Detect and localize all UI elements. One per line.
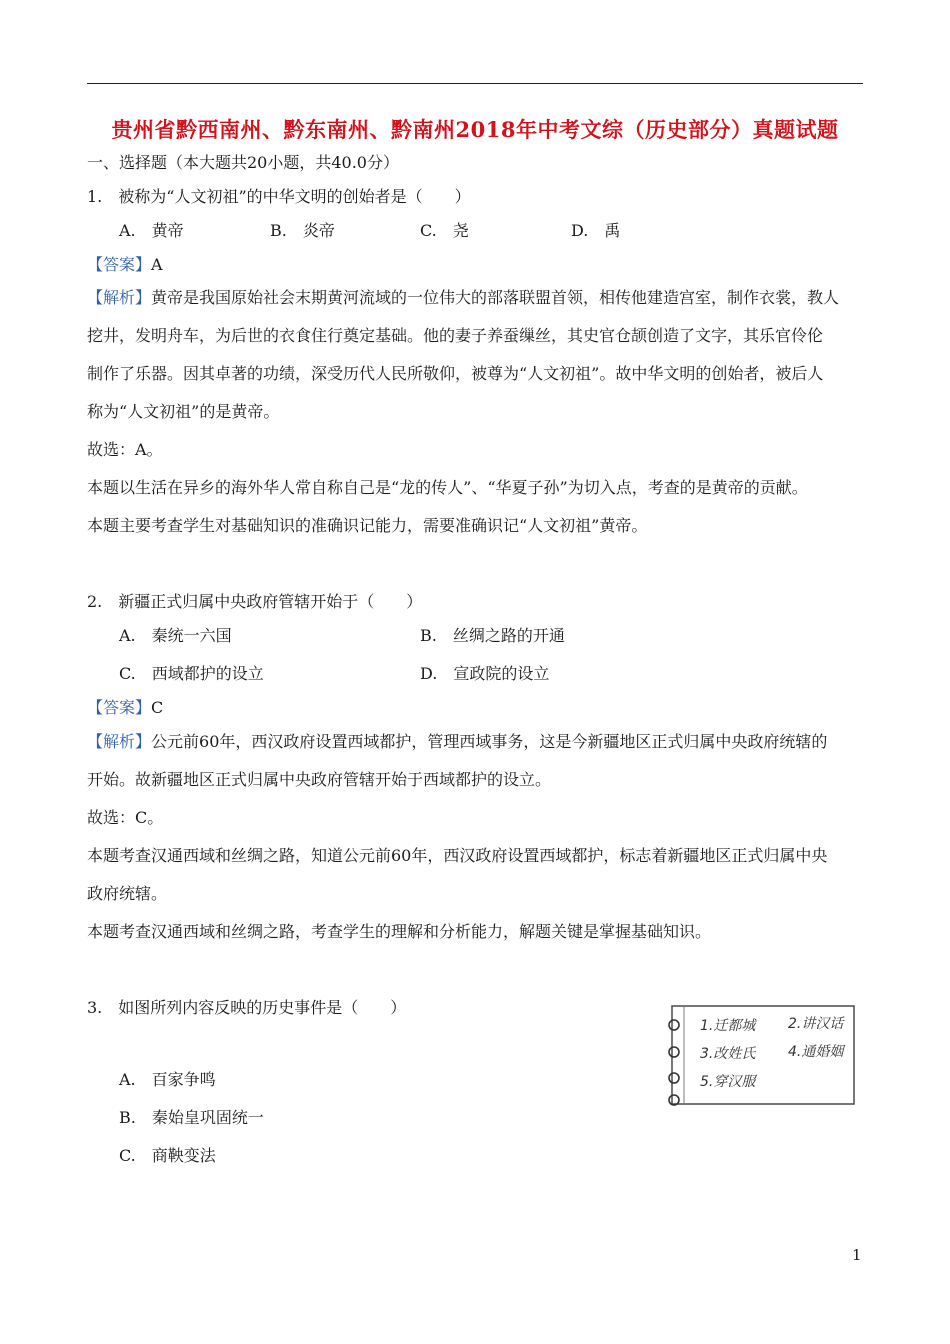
q2-note: 本题考查汉通西域和丝绸之路，知道公元前60年，西汉政府设置西域都护，标志着新疆地区正式归属中央 (87, 846, 828, 865)
q2-option-b: B. 丝绸之路的开通 (420, 626, 565, 645)
q2-note: 本题考查汉通西域和丝绸之路，考查学生的理解和分析能力，解题关键是掌握基础知识。 (87, 922, 712, 941)
q1-option-b: B. 炎帝 (270, 221, 335, 240)
figure-item: 2.讲汉话 (788, 1016, 844, 1032)
q2-option-d: D. 宣政院的设立 (420, 664, 550, 683)
page-title: 贵州省黔西南州、黔东南州、黔南州2018年中考文综（历史部分）真题试题 (111, 117, 839, 142)
q1-option-a: A. 黄帝 (119, 221, 184, 240)
q1-analysis-line (87, 288, 839, 308)
question-1-stem: 1. 被称为“人文初祖”的中华文明的创始者是（ ） (87, 187, 471, 206)
q1-analysis-line: 称为“人文初祖”的是黄帝。 (87, 402, 280, 421)
answer-value: C (151, 698, 164, 717)
analysis-tag: 【解析】 (87, 732, 152, 751)
q1-option-c: C. 尧 (420, 221, 469, 240)
q2-note: 政府统辖。 (87, 884, 168, 903)
answer-tag: 【答案】 (87, 698, 152, 717)
section-heading: 一、选择题（本大题共20小题，共40.0分） (87, 153, 399, 172)
answer-tag: 【答案】 (87, 255, 152, 274)
q2-answer (87, 698, 163, 718)
q1-note: 本题主要考查学生对基础知识的准确识记能力，需要准确识记“人文初祖”黄帝。 (87, 516, 648, 535)
analysis-tag: 【解析】 (87, 288, 152, 307)
q2-choice: 故选：C。 (87, 808, 164, 827)
q1-analysis-line: 制作了乐器。因其卓著的功绩，深受历代人民所敬仰，被尊为“人文初祖”。故中华文明的创始者，被后人 (87, 364, 824, 383)
figure-item: 3.改姓氏 (700, 1046, 756, 1062)
header-rule (87, 83, 863, 84)
q1-option-d: D. 禹 (571, 221, 621, 240)
q3-option-b: B. 秦始皇巩固统一 (119, 1108, 264, 1127)
analysis-text: 公元前60年，西汉政府设置西域都护，管理西域事务，这是今新疆地区正式归属中央政府统辖的 (151, 732, 828, 751)
q2-analysis-line (87, 732, 827, 752)
q2-option-c: C. 西域都护的设立 (119, 664, 264, 683)
notebook-figure (660, 1000, 858, 1108)
q1-analysis-line: 挖井，发明舟车，为后世的衣食住行奠定基础。他的妻子养蚕缫丝，其史官仓颉创造了文字，其乐官伶伦 (87, 326, 824, 345)
q1-choice: 故选：A。 (87, 440, 163, 459)
question-2-stem: 2. 新疆正式归属中央政府管辖开始于（ ） (87, 592, 423, 611)
q1-note: 本题以生活在异乡的海外华人常自称自己是“龙的传人”、“华夏子孙”为切入点，考查的是黄帝的贡献。 (87, 478, 808, 497)
question-3-stem: 3. 如图所列内容反映的历史事件是（ ） (87, 998, 407, 1017)
q3-option-c: C. 商鞅变法 (119, 1146, 216, 1165)
figure-item: 5.穿汉服 (700, 1074, 756, 1090)
q2-analysis-line: 开始。故新疆地区正式归属中央政府管辖开始于西域都护的设立。 (87, 770, 552, 789)
answer-value: A (151, 255, 163, 274)
analysis-text: 黄帝是我国原始社会末期黄河流域的一位伟大的部落联盟首领，相传他建造宫室，制作衣裳，教人 (151, 288, 840, 307)
q1-answer (87, 255, 163, 275)
page-number: 1 (852, 1246, 862, 1264)
figure-item: 1.迁都城 (700, 1018, 756, 1034)
figure-item: 4.通婚姻 (788, 1044, 844, 1060)
q2-option-a: A. 秦统一六国 (119, 626, 232, 645)
q3-option-a: A. 百家争鸣 (119, 1070, 216, 1089)
